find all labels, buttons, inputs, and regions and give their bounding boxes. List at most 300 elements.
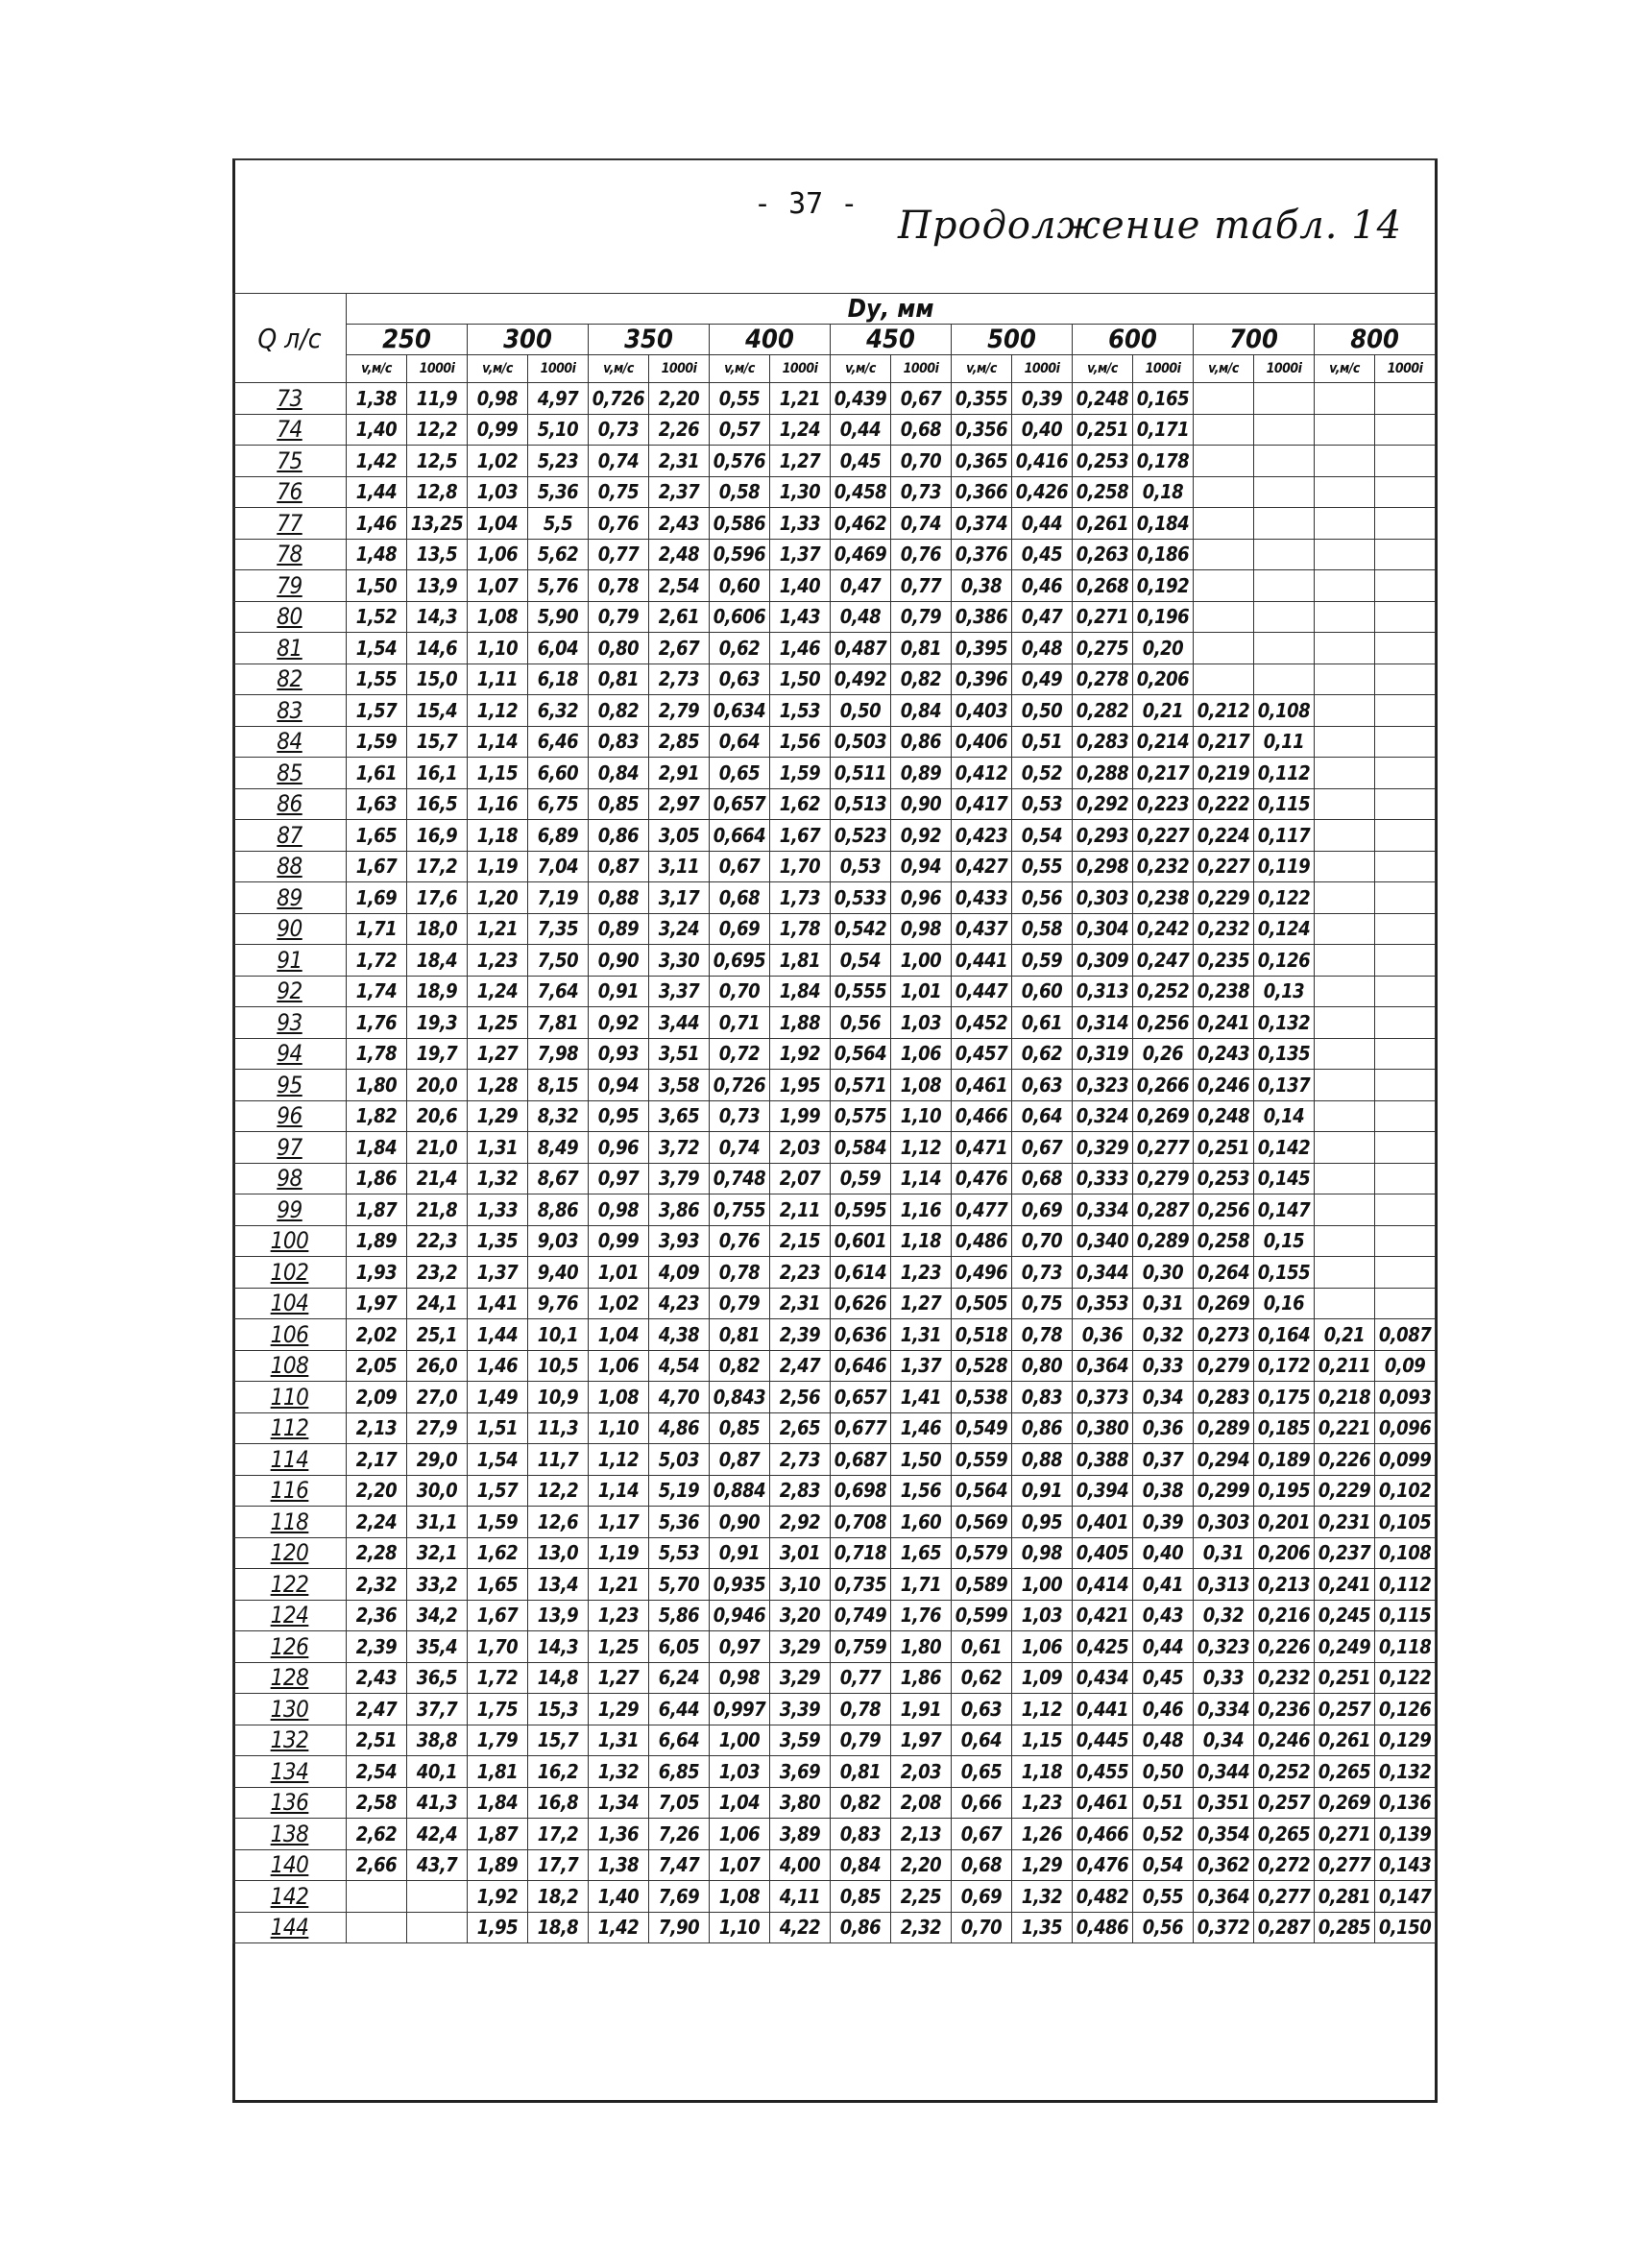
headloss-cell: 1,43 bbox=[770, 601, 831, 633]
headloss-cell: 3,59 bbox=[770, 1725, 831, 1756]
velocity-cell: 0,353 bbox=[1073, 1288, 1133, 1319]
velocity-cell: 0,60 bbox=[710, 570, 770, 602]
headloss-cell: 1,18 bbox=[891, 1225, 952, 1257]
velocity-subheader: v,м/с bbox=[710, 355, 770, 383]
headloss-cell: 17,6 bbox=[407, 882, 468, 914]
velocity-cell: 0,275 bbox=[1073, 633, 1133, 664]
velocity-cell: 0,92 bbox=[589, 1007, 649, 1039]
velocity-cell: 0,212 bbox=[1194, 695, 1254, 727]
headloss-cell: 1,70 bbox=[770, 851, 831, 882]
headloss-cell bbox=[1375, 788, 1436, 820]
velocity-cell: 0,356 bbox=[952, 414, 1012, 446]
headloss-cell: 1,86 bbox=[891, 1662, 952, 1694]
headloss-cell: 0,44 bbox=[1012, 508, 1073, 540]
headloss-cell: 0,192 bbox=[1133, 570, 1194, 602]
velocity-cell: 0,505 bbox=[952, 1288, 1012, 1319]
velocity-cell: 1,14 bbox=[589, 1475, 649, 1507]
headloss-cell: 0,31 bbox=[1133, 1288, 1194, 1319]
headloss-cell bbox=[1375, 570, 1436, 602]
velocity-cell: 1,89 bbox=[468, 1849, 528, 1881]
headloss-cell: 0,53 bbox=[1012, 788, 1073, 820]
table-row bbox=[233, 1257, 1436, 1289]
headloss-cell: 0,252 bbox=[1254, 1756, 1315, 1788]
table-row bbox=[233, 913, 1436, 945]
velocity-cell bbox=[1315, 1257, 1375, 1289]
velocity-cell: 0,423 bbox=[952, 820, 1012, 852]
velocity-cell: 0,59 bbox=[831, 1163, 891, 1194]
headloss-cell: 0,94 bbox=[891, 851, 952, 882]
headloss-cell bbox=[1375, 1194, 1436, 1226]
velocity-cell: 0,77 bbox=[589, 539, 649, 570]
headloss-cell: 2,37 bbox=[649, 476, 710, 508]
table-header bbox=[233, 294, 1436, 383]
flow-value: 78 bbox=[233, 539, 347, 570]
velocity-cell: 0,396 bbox=[952, 664, 1012, 695]
velocity-cell: 0,73 bbox=[710, 1100, 770, 1132]
flow-value: 82 bbox=[233, 664, 347, 695]
velocity-cell: 0,486 bbox=[1073, 1912, 1133, 1943]
headloss-cell: 2,23 bbox=[770, 1257, 831, 1289]
flow-value: 106 bbox=[233, 1319, 347, 1351]
flow-value: 140 bbox=[233, 1849, 347, 1881]
table-row bbox=[233, 1662, 1436, 1694]
velocity-cell: 1,07 bbox=[468, 570, 528, 602]
velocity-cell: 0,78 bbox=[710, 1257, 770, 1289]
headloss-cell: 0,37 bbox=[1133, 1444, 1194, 1476]
velocity-cell: 0,333 bbox=[1073, 1163, 1133, 1194]
headloss-cell: 0,185 bbox=[1254, 1412, 1315, 1444]
headloss-cell: 0,178 bbox=[1133, 446, 1194, 477]
headloss-cell: 1,56 bbox=[891, 1475, 952, 1507]
velocity-cell: 1,23 bbox=[468, 945, 528, 977]
headloss-cell: 14,6 bbox=[407, 633, 468, 664]
headloss-cell bbox=[1375, 633, 1436, 664]
velocity-cell: 0,85 bbox=[589, 788, 649, 820]
headloss-cell: 0,135 bbox=[1254, 1038, 1315, 1070]
headloss-cell: 6,44 bbox=[649, 1694, 710, 1725]
velocity-cell: 1,42 bbox=[347, 446, 407, 477]
velocity-cell: 0,71 bbox=[710, 1007, 770, 1039]
velocity-cell: 0,79 bbox=[710, 1288, 770, 1319]
headloss-cell: 2,73 bbox=[649, 664, 710, 695]
velocity-cell: 0,405 bbox=[1073, 1537, 1133, 1569]
velocity-cell: 1,08 bbox=[589, 1382, 649, 1413]
velocity-cell bbox=[1315, 539, 1375, 570]
velocity-cell: 0,211 bbox=[1315, 1350, 1375, 1382]
velocity-cell: 0,85 bbox=[831, 1881, 891, 1913]
velocity-cell: 1,92 bbox=[468, 1881, 528, 1913]
velocity-cell: 0,496 bbox=[952, 1257, 1012, 1289]
headloss-cell: 3,89 bbox=[770, 1819, 831, 1850]
velocity-cell: 0,63 bbox=[710, 664, 770, 695]
headloss-cell bbox=[1375, 446, 1436, 477]
velocity-cell: 0,67 bbox=[952, 1819, 1012, 1850]
headloss-cell: 0,89 bbox=[891, 758, 952, 789]
headloss-cell: 17,2 bbox=[407, 851, 468, 882]
headloss-cell bbox=[1375, 414, 1436, 446]
headloss-cell: 21,8 bbox=[407, 1194, 468, 1226]
velocity-cell: 1,48 bbox=[347, 539, 407, 570]
table-row bbox=[233, 446, 1436, 477]
velocity-subheader: v,м/с bbox=[1315, 355, 1375, 383]
velocity-cell: 0,487 bbox=[831, 633, 891, 664]
headloss-cell: 18,4 bbox=[407, 945, 468, 977]
velocity-cell: 0,68 bbox=[710, 882, 770, 914]
velocity-cell bbox=[347, 1881, 407, 1913]
headloss-cell: 20,0 bbox=[407, 1070, 468, 1101]
velocity-cell: 0,70 bbox=[710, 976, 770, 1007]
flow-value: 93 bbox=[233, 1007, 347, 1039]
velocity-cell: 0,698 bbox=[831, 1475, 891, 1507]
velocity-cell: 1,04 bbox=[468, 508, 528, 540]
velocity-cell: 0,571 bbox=[831, 1070, 891, 1101]
velocity-cell: 0,476 bbox=[952, 1163, 1012, 1194]
flow-value: 110 bbox=[233, 1382, 347, 1413]
hydraulic-table-container bbox=[232, 293, 1432, 1943]
headloss-cell: 16,9 bbox=[407, 820, 468, 852]
headloss-cell: 1,46 bbox=[891, 1412, 952, 1444]
table-row bbox=[233, 1070, 1436, 1101]
headloss-cell: 1,65 bbox=[891, 1537, 952, 1569]
velocity-cell: 0,414 bbox=[1073, 1569, 1133, 1601]
velocity-cell: 0,344 bbox=[1073, 1257, 1133, 1289]
velocity-cell: 1,44 bbox=[347, 476, 407, 508]
flow-value: 116 bbox=[233, 1475, 347, 1507]
headloss-cell: 5,86 bbox=[649, 1600, 710, 1631]
headloss-cell: 4,97 bbox=[528, 383, 589, 415]
velocity-cell: 1,72 bbox=[468, 1662, 528, 1694]
headloss-cell: 10,5 bbox=[528, 1350, 589, 1382]
headloss-cell: 3,65 bbox=[649, 1100, 710, 1132]
velocity-cell: 0,575 bbox=[831, 1100, 891, 1132]
velocity-cell: 0,98 bbox=[468, 383, 528, 415]
headloss-cell: 12,2 bbox=[407, 414, 468, 446]
velocity-cell: 0,401 bbox=[1073, 1507, 1133, 1538]
velocity-cell: 0,248 bbox=[1073, 383, 1133, 415]
velocity-cell: 0,90 bbox=[710, 1507, 770, 1538]
velocity-cell: 0,282 bbox=[1073, 695, 1133, 727]
velocity-cell: 0,74 bbox=[589, 446, 649, 477]
velocity-cell: 1,28 bbox=[468, 1070, 528, 1101]
headloss-cell: 0,171 bbox=[1133, 414, 1194, 446]
headloss-cell: 0,139 bbox=[1375, 1819, 1436, 1850]
velocity-cell: 0,81 bbox=[710, 1319, 770, 1351]
headloss-cell: 0,096 bbox=[1375, 1412, 1436, 1444]
velocity-cell: 1,01 bbox=[589, 1257, 649, 1289]
velocity-cell bbox=[1194, 476, 1254, 508]
headloss-cell: 0,84 bbox=[891, 695, 952, 727]
headloss-cell: 7,64 bbox=[528, 976, 589, 1007]
flow-value: 132 bbox=[233, 1725, 347, 1756]
headloss-cell: 7,05 bbox=[649, 1787, 710, 1819]
headloss-cell: 0,206 bbox=[1254, 1537, 1315, 1569]
velocity-cell: 0,425 bbox=[1073, 1631, 1133, 1663]
velocity-cell: 2,17 bbox=[347, 1444, 407, 1476]
headloss-cell: 0,56 bbox=[1012, 882, 1073, 914]
headloss-cell: 6,89 bbox=[528, 820, 589, 852]
velocity-cell: 1,33 bbox=[468, 1194, 528, 1226]
velocity-cell: 0,626 bbox=[831, 1288, 891, 1319]
headloss-cell: 1,12 bbox=[1012, 1694, 1073, 1725]
velocity-cell: 0,364 bbox=[1073, 1350, 1133, 1382]
headloss-cell: 1,01 bbox=[891, 976, 952, 1007]
velocity-cell: 0,564 bbox=[952, 1475, 1012, 1507]
velocity-cell: 0,67 bbox=[710, 851, 770, 882]
velocity-cell bbox=[347, 1912, 407, 1943]
headloss-cell: 1,23 bbox=[1012, 1787, 1073, 1819]
velocity-cell bbox=[1315, 633, 1375, 664]
flow-value: 124 bbox=[233, 1600, 347, 1631]
velocity-cell: 1,54 bbox=[468, 1444, 528, 1476]
headloss-cell: 3,10 bbox=[770, 1569, 831, 1601]
velocity-cell: 0,56 bbox=[831, 1007, 891, 1039]
headloss-cell: 0,118 bbox=[1375, 1631, 1436, 1663]
table-row bbox=[233, 476, 1436, 508]
headloss-cell: 2,65 bbox=[770, 1412, 831, 1444]
headloss-cell: 6,46 bbox=[528, 726, 589, 758]
velocity-cell: 0,471 bbox=[952, 1132, 1012, 1164]
headloss-cell: 5,90 bbox=[528, 601, 589, 633]
headloss-cell: 3,69 bbox=[770, 1756, 831, 1788]
velocity-cell: 0,95 bbox=[589, 1100, 649, 1132]
velocity-cell: 0,601 bbox=[831, 1225, 891, 1257]
velocity-cell: 0,78 bbox=[831, 1694, 891, 1725]
velocity-cell: 0,265 bbox=[1315, 1756, 1375, 1788]
headloss-cell: 1,33 bbox=[770, 508, 831, 540]
headloss-cell: 0,56 bbox=[1133, 1912, 1194, 1943]
velocity-cell: 0,218 bbox=[1315, 1382, 1375, 1413]
headloss-cell: 1,31 bbox=[891, 1319, 952, 1351]
velocity-cell: 1,16 bbox=[468, 788, 528, 820]
velocity-cell: 0,82 bbox=[710, 1350, 770, 1382]
headloss-cell: 12,6 bbox=[528, 1507, 589, 1538]
velocity-cell bbox=[1194, 664, 1254, 695]
velocity-cell: 0,646 bbox=[831, 1350, 891, 1382]
velocity-cell bbox=[1194, 633, 1254, 664]
headloss-cell: 8,86 bbox=[528, 1194, 589, 1226]
velocity-cell: 2,20 bbox=[347, 1475, 407, 1507]
velocity-cell: 1,29 bbox=[468, 1100, 528, 1132]
flow-value: 88 bbox=[233, 851, 347, 882]
flow-value: 73 bbox=[233, 383, 347, 415]
headloss-cell: 0,43 bbox=[1133, 1600, 1194, 1631]
velocity-cell: 0,477 bbox=[952, 1194, 1012, 1226]
headloss-cell: 4,86 bbox=[649, 1412, 710, 1444]
velocity-cell: 0,65 bbox=[710, 758, 770, 789]
velocity-cell: 0,664 bbox=[710, 820, 770, 852]
velocity-cell: 1,44 bbox=[468, 1319, 528, 1351]
headloss-cell: 2,91 bbox=[649, 758, 710, 789]
velocity-cell: 0,542 bbox=[831, 913, 891, 945]
headloss-cell: 1,50 bbox=[770, 664, 831, 695]
velocity-cell: 0,64 bbox=[952, 1725, 1012, 1756]
headloss-cell: 0,119 bbox=[1254, 851, 1315, 882]
diameter-header: 500 bbox=[952, 325, 1073, 355]
velocity-cell: 0,511 bbox=[831, 758, 891, 789]
headloss-cell: 1,59 bbox=[770, 758, 831, 789]
headloss-cell: 1,03 bbox=[891, 1007, 952, 1039]
velocity-cell: 0,304 bbox=[1073, 913, 1133, 945]
headloss-cell: 35,4 bbox=[407, 1631, 468, 1663]
velocity-cell: 0,412 bbox=[952, 758, 1012, 789]
velocity-cell: 1,03 bbox=[710, 1756, 770, 1788]
headloss-cell: 0,246 bbox=[1254, 1725, 1315, 1756]
velocity-cell: 0,319 bbox=[1073, 1038, 1133, 1070]
velocity-cell: 0,695 bbox=[710, 945, 770, 977]
velocity-cell: 1,57 bbox=[468, 1475, 528, 1507]
flow-value: 96 bbox=[233, 1100, 347, 1132]
flow-value: 99 bbox=[233, 1194, 347, 1226]
headloss-cell: 3,39 bbox=[770, 1694, 831, 1725]
velocity-cell: 0,329 bbox=[1073, 1132, 1133, 1164]
velocity-cell: 0,285 bbox=[1315, 1912, 1375, 1943]
headloss-cell: 2,03 bbox=[770, 1132, 831, 1164]
headloss-cell: 0,76 bbox=[891, 539, 952, 570]
velocity-cell: 0,596 bbox=[710, 539, 770, 570]
velocity-cell: 0,657 bbox=[710, 788, 770, 820]
headloss-cell: 0,77 bbox=[891, 570, 952, 602]
velocity-cell: 0,62 bbox=[952, 1662, 1012, 1694]
headloss-cell bbox=[1375, 882, 1436, 914]
headloss-cell: 0,80 bbox=[1012, 1350, 1073, 1382]
diameter-header: 250 bbox=[347, 325, 468, 355]
velocity-subheader: v,м/с bbox=[952, 355, 1012, 383]
velocity-cell: 2,02 bbox=[347, 1319, 407, 1351]
headloss-cell: 0,88 bbox=[1012, 1444, 1073, 1476]
velocity-cell: 0,657 bbox=[831, 1382, 891, 1413]
velocity-cell: 1,76 bbox=[347, 1007, 407, 1039]
table-row bbox=[233, 1132, 1436, 1164]
velocity-cell: 0,634 bbox=[710, 695, 770, 727]
headloss-cell: 0,242 bbox=[1133, 913, 1194, 945]
velocity-cell bbox=[1315, 695, 1375, 727]
velocity-cell: 0,238 bbox=[1194, 976, 1254, 1007]
headloss-cell: 1,15 bbox=[1012, 1725, 1073, 1756]
table-row bbox=[233, 882, 1436, 914]
headloss-cell: 0,96 bbox=[891, 882, 952, 914]
headloss-cell bbox=[1254, 601, 1315, 633]
headloss-cell: 6,32 bbox=[528, 695, 589, 727]
headloss-cell: 0,287 bbox=[1133, 1194, 1194, 1226]
headloss-cell: 0,201 bbox=[1254, 1507, 1315, 1538]
headloss-cell: 1,99 bbox=[770, 1100, 831, 1132]
velocity-cell: 0,374 bbox=[952, 508, 1012, 540]
headloss-cell: 0,52 bbox=[1133, 1819, 1194, 1850]
velocity-cell: 0,466 bbox=[1073, 1819, 1133, 1850]
velocity-cell: 0,427 bbox=[952, 851, 1012, 882]
headloss-cell: 0,50 bbox=[1012, 695, 1073, 727]
velocity-cell: 1,71 bbox=[347, 913, 407, 945]
flow-value: 95 bbox=[233, 1070, 347, 1101]
velocity-cell: 0,486 bbox=[952, 1225, 1012, 1257]
velocity-cell: 1,08 bbox=[710, 1881, 770, 1913]
velocity-cell: 0,403 bbox=[952, 695, 1012, 727]
velocity-cell: 0,576 bbox=[710, 446, 770, 477]
headloss-cell: 1,30 bbox=[770, 476, 831, 508]
flow-value: 84 bbox=[233, 726, 347, 758]
headloss-cell: 3,37 bbox=[649, 976, 710, 1007]
headloss-cell: 3,86 bbox=[649, 1194, 710, 1226]
headloss-cell: 0,90 bbox=[891, 788, 952, 820]
headloss-cell: 0,122 bbox=[1375, 1662, 1436, 1694]
velocity-cell: 0,334 bbox=[1194, 1694, 1254, 1725]
velocity-cell: 0,441 bbox=[1073, 1694, 1133, 1725]
velocity-cell: 1,89 bbox=[347, 1225, 407, 1257]
headloss-cell: 13,0 bbox=[528, 1537, 589, 1569]
headloss-cell: 0,92 bbox=[891, 820, 952, 852]
velocity-cell bbox=[1315, 1100, 1375, 1132]
headloss-cell: 3,29 bbox=[770, 1631, 831, 1663]
velocity-cell: 1,63 bbox=[347, 788, 407, 820]
headloss-cell: 2,13 bbox=[891, 1819, 952, 1850]
headloss-cell: 0,11 bbox=[1254, 726, 1315, 758]
headloss-cell: 2,15 bbox=[770, 1225, 831, 1257]
diameter-row bbox=[233, 325, 1436, 355]
velocity-cell: 1,02 bbox=[589, 1288, 649, 1319]
headloss-cell: 0,252 bbox=[1133, 976, 1194, 1007]
velocity-cell: 0,735 bbox=[831, 1569, 891, 1601]
velocity-cell: 0,99 bbox=[589, 1225, 649, 1257]
velocity-cell: 0,38 bbox=[952, 570, 1012, 602]
headloss-cell: 0,39 bbox=[1133, 1507, 1194, 1538]
headloss-cell: 0,33 bbox=[1133, 1350, 1194, 1382]
velocity-cell: 2,66 bbox=[347, 1849, 407, 1881]
headloss-cell: 1,14 bbox=[891, 1163, 952, 1194]
headloss-cell: 1,53 bbox=[770, 695, 831, 727]
velocity-cell bbox=[1315, 1132, 1375, 1164]
flow-value: 142 bbox=[233, 1881, 347, 1913]
velocity-cell: 0,74 bbox=[710, 1132, 770, 1164]
headloss-cell: 1,00 bbox=[1012, 1569, 1073, 1601]
headloss-cell bbox=[1375, 1225, 1436, 1257]
headloss-cell: 0,099 bbox=[1375, 1444, 1436, 1476]
flow-value: 80 bbox=[233, 601, 347, 633]
velocity-cell: 1,08 bbox=[468, 601, 528, 633]
velocity-cell: 0,726 bbox=[589, 383, 649, 415]
headloss-cell: 0,287 bbox=[1254, 1912, 1315, 1943]
velocity-cell: 0,533 bbox=[831, 882, 891, 914]
headloss-cell: 0,73 bbox=[1012, 1257, 1073, 1289]
headloss-cell: 3,24 bbox=[649, 913, 710, 945]
velocity-cell: 1,87 bbox=[347, 1194, 407, 1226]
velocity-cell: 0,53 bbox=[831, 851, 891, 882]
headloss-cell: 0,20 bbox=[1133, 633, 1194, 664]
headloss-cell: 5,19 bbox=[649, 1475, 710, 1507]
headloss-cell: 5,36 bbox=[528, 476, 589, 508]
flow-value: 114 bbox=[233, 1444, 347, 1476]
velocity-cell bbox=[1315, 476, 1375, 508]
headloss-cell bbox=[1375, 976, 1436, 1007]
flow-value: 128 bbox=[233, 1662, 347, 1694]
headloss-cell: 2,11 bbox=[770, 1194, 831, 1226]
velocity-cell bbox=[1315, 1070, 1375, 1101]
velocity-cell: 1,46 bbox=[468, 1350, 528, 1382]
flow-value: 76 bbox=[233, 476, 347, 508]
headloss-cell: 1,23 bbox=[891, 1257, 952, 1289]
headloss-cell: 0,129 bbox=[1375, 1725, 1436, 1756]
velocity-cell: 0,447 bbox=[952, 976, 1012, 1007]
headloss-cell: 0,67 bbox=[1012, 1132, 1073, 1164]
velocity-cell: 1,78 bbox=[347, 1038, 407, 1070]
headloss-cell: 0,105 bbox=[1375, 1507, 1436, 1538]
headloss-cell: 0,150 bbox=[1375, 1912, 1436, 1943]
headloss-cell: 0,91 bbox=[1012, 1475, 1073, 1507]
velocity-cell: 1,11 bbox=[468, 664, 528, 695]
headloss-cell: 1,37 bbox=[891, 1350, 952, 1382]
velocity-cell: 0,755 bbox=[710, 1194, 770, 1226]
velocity-cell: 0,564 bbox=[831, 1038, 891, 1070]
velocity-cell bbox=[1194, 383, 1254, 415]
